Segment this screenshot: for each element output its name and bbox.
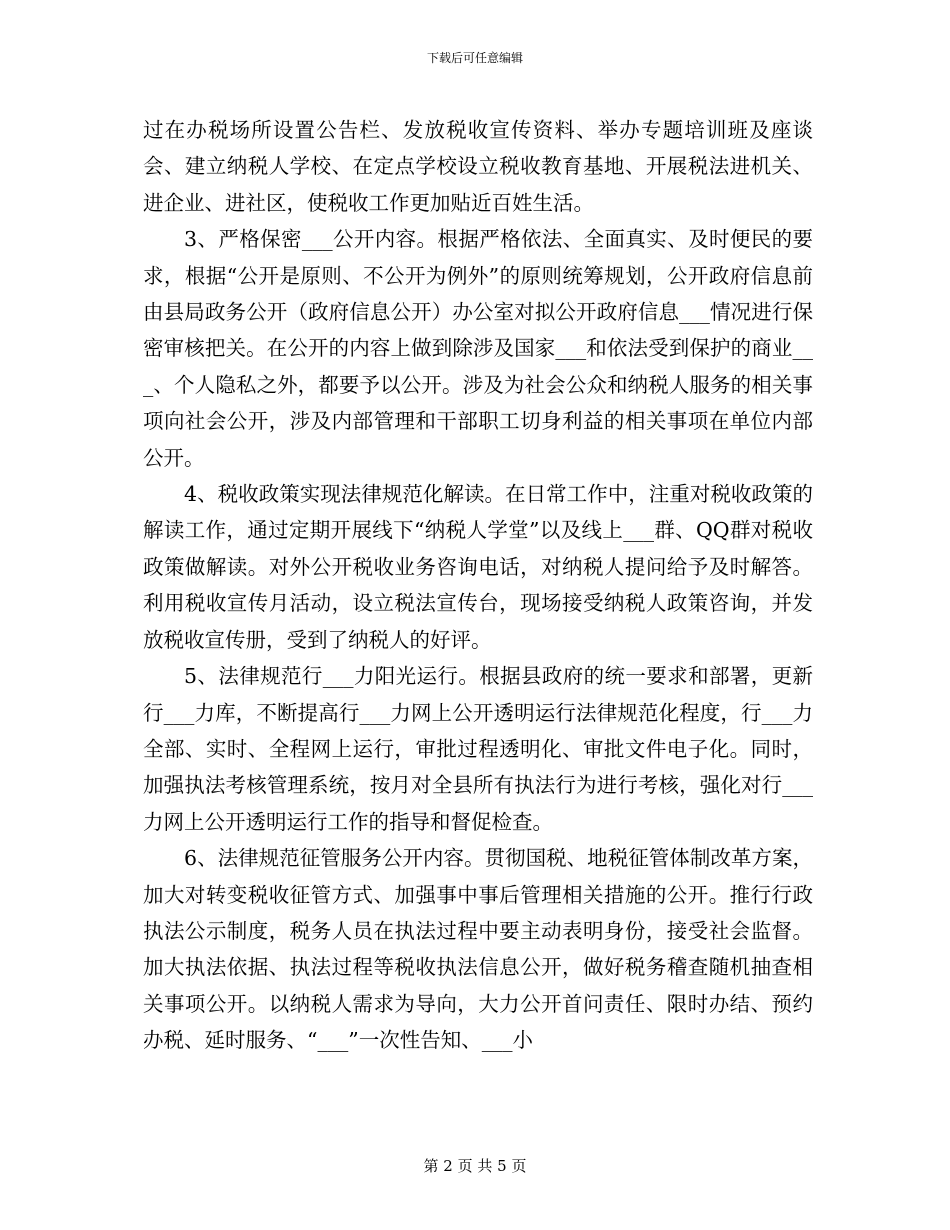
paragraph-item-3: 3、严格保密___公开内容。根据严格依法、全面真实、及时便民的要求，根据“公开是原则、不公开为例外”的原则统筹规划，公开政府信息前由县局政务公开（政府信息公开）办公室对拟公开政府信息___情况进行保密审核把关。在公开的内容上做到除涉及国家___和依法受到保护的商业___、个人隐私之外，都要予以公开。涉及为社会公众和纳税人服务的相关事项向社会公开，涉及内部管理和干部职工切身利益的相关事项在单位内部公开。 xyxy=(143,227,813,470)
paragraph-item-5: 5、法律规范行___力阳光运行。根据县政府的统一要求和部署，更新行___力库，不断提高行___力网上公开透明运行法律规范化程度，行___力全部、实时、全程网上运行，审批过程透明化、审批文件电子化。同时，加强执法考核管理系统，按月对全县所有执法行为进行考核，强化对行___力网上公开透明运行工作的指导和督促检查。 xyxy=(143,664,813,834)
document-body xyxy=(143,112,813,1059)
page-number: 第 2 页 共 5 页 xyxy=(423,1157,527,1175)
paragraph-item-6: 6、法律规范征管服务公开内容。贯彻国税、地税征管体制改革方案，加大对转变税收征管方式、加强事中事后管理相关措施的公开。推行行政执法公示制度，税务人员在执法过程中要主动表明身份，接受社会监督。加大执法依据、执法过程等税收执法信息公开，做好税务稽查随机抽查相关事项公开。以纳税人需求为导向，大力公开首问责任、限时办结、预约办税、延时服务、“___”一次性告知、___小 xyxy=(143,846,813,1053)
paragraph-continuation: 过在办税场所设置公告栏、发放税收宣传资料、举办专题培训班及座谈会、建立纳税人学校、在定点学校设立税收教育基地、开展税法进机关、进企业、进社区，使税收工作更加贴近百姓生活。 xyxy=(143,118,813,215)
page-header: 下载后可任意编辑 xyxy=(426,51,523,65)
paragraph-item-4: 4、税收政策实现法律规范化解读。在日常工作中，注重对税收政策的解读工作，通过定期开展线下“纳税人学堂”以及线上___群、QQ群对税收政策做解读。对外公开税收业务咨询电话，对纳税人提问给予及时解答。利用税收宣传月活动，设立税法宣传台，现场接受纳税人政策咨询，并发放税收宣传册，受到了纳税人的好评。 xyxy=(143,482,813,652)
